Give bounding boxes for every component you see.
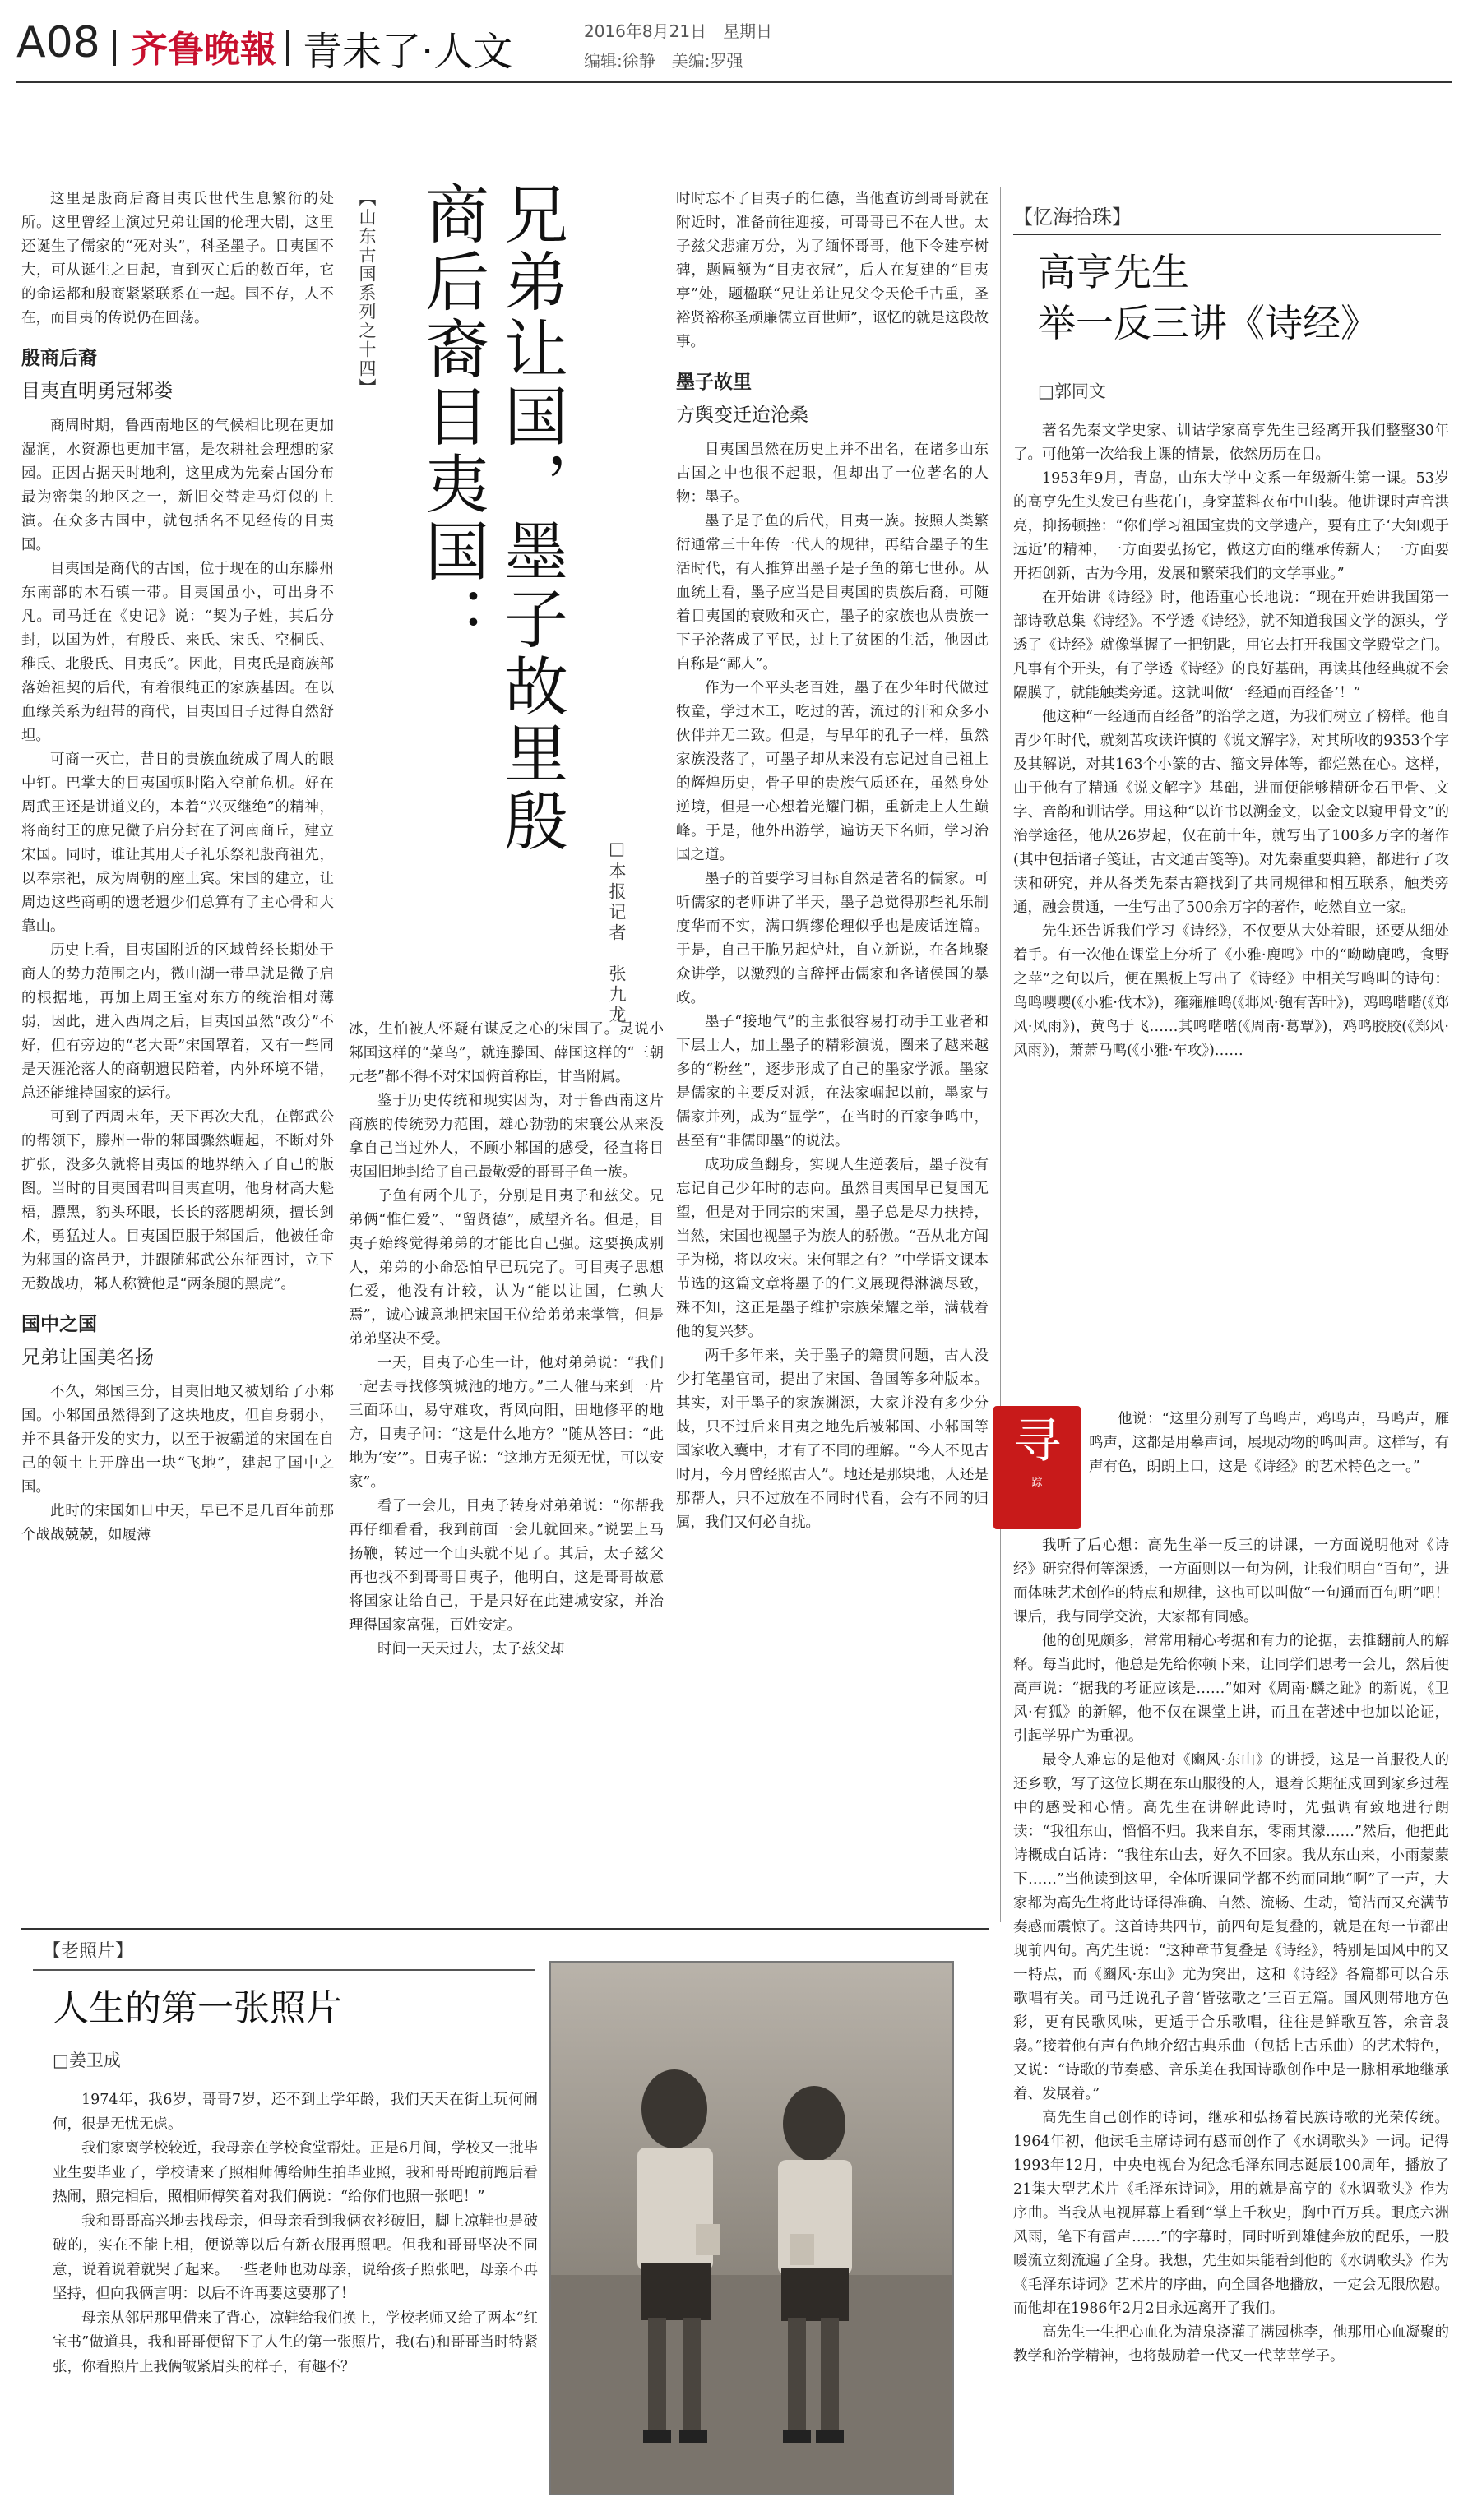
paragraph: 历史上看，目夷国附近的区域曾经长期处于商人的势力范围之内，微山湖一带早就是微子启的根据地，再加上周王室对东方的统治相对薄弱，因此，进入西周之后，目夷国虽然“改分”不好，但有旁边的“老大哥”宋国罩着，又有一些同是天涯沦落人的商朝遗民陪着，内外环境不错，总还能维持国家的运行。	[21, 942, 334, 1102]
paragraph: 鉴于历史传统和现实因为，对于鲁西南这片商族的传统势力范围，雄心勃勃的宋襄公从来没拿自己当过外人，不顾小邾国的感受，径直将目夷国旧地封给了自己最敬爱的哥哥子鱼一族。	[349, 1093, 664, 1181]
byline: □本报记者 张九龙	[607, 839, 627, 1026]
paragraph: 子鱼有两个儿子，分别是目夷子和兹父。兄弟俩“惟仁爱”、“留贤德”，威望齐名。但是，目夷子始终觉得弟弟的才能比自己强。这要换成别人，弟弟的小命恐怕早已玩完了。可目夷子思想仁爱，他没有计较，认为“能以让国，仁孰大焉”，诚心诚意地把宋国王位给弟弟来掌管，但是弟弟坚决不受。	[349, 1188, 664, 1348]
main-headline-block	[350, 164, 662, 1026]
subhead: 国中之国	[21, 1314, 97, 1335]
column-divider	[1000, 187, 1001, 1922]
seal-sub: 踪	[1031, 1477, 1043, 1489]
feature-paragraph: 最令人难忘的是他对《豳风·东山》的讲授，这是一首服役人的还乡歌，写了这位长期在东山服役的人，退着长期征戍回到家乡过程中的感受和心情。高先生在讲解此诗时，先强调有致地进行朗读：“我徂东山，慆慆不归。我来自东，零雨其濛……”然后，他把此诗概成白话诗：“我往东山去，好久不回家。我从东山来，小雨蒙蒙下……”当他读到这里，全体听课同学都不约而同地“啊”了一声，大家都为高先生将此诗译得准确、自然、流畅、生动，简洁而又充满节奏感而震惊了。这首诗共四节，前四句是复叠的，就是在每一节都出现前四句。高先生说：“这种章节复叠是《诗经》，特别是国风中的又一特点，而《豳风·东山》尤为突出，这和《诗经》各篇都可以合乐歌唱有关。司马迁说孔子曾‘皆弦歌之’三百五篇。国风则带地方色彩，更有民歌风味，更适于合乐歌唱，往往是鲜歌互答，余音袅袅。”接着他有声有色地介绍古典乐曲（包括上古乐曲）的艺术特色，又说：“诗歌的节奏感、音乐美在我国诗歌创作中是一脉相承地继承着、发展着。”	[1013, 1752, 1449, 2102]
paper-logo: 齐鲁晚報	[132, 29, 276, 71]
feature-tag: 【忆海拾珠】	[1013, 206, 1132, 229]
paragraph: 目夷国虽然在历史上并不出名，在诸多山东古国之中也很不起眼，但却出了一位著名的人物：墨子。	[676, 442, 989, 506]
feature-title-line: 举一反三讲《诗经》	[1038, 301, 1378, 345]
feature-title	[1038, 247, 1449, 349]
photo-feature-paragraph: 1974年，我6岁，哥哥7岁，还不到上学年龄，我们天天在街上玩何闹何，很是无忧无虑。	[53, 2092, 538, 2133]
feature-paragraph: 先生还告诉我们学习《诗经》，不仅要从大处着眼，还要从细处着手。有一次他在课堂上分析了《小雅·鹿鸣》中的“呦呦鹿鸣，食野之苹”之句以后，便在黑板上写出了《诗经》中相关写鸣叫的诗句：鸟鸣嘤嘤(《小雅·伐木》)，雍雍雁鸣(《邶风·匏有苦叶》)，鸡鸣喈喈(《郑风·风雨》)，黄鸟于飞……其鸣喈喈(《周南·葛覃》)，鸡鸣胶胶(《郑风·风雨》)，萧萧马鸣(《小雅·车攻》)……	[1013, 923, 1449, 1059]
paragraph: 成功成鱼翻身，实现人生逆袭后，墨子没有忘记自己少年时的志向。虽然目夷国早已复国无望，但是对于同宗的宋国，墨子总是尽力扶持，当然，宋国也视墨子为族人的骄傲。“吾从北方闻子为梯，将以攻宋。宋何罪之有？”中学语文课本节选的这篇文章将墨子的仁义展现得淋漓尽致，殊不知，这正是墨子维护宗族荣耀之举，满载着他的复兴梦。	[676, 1157, 989, 1340]
photo-feature-title: 人生的第一张照片	[53, 1987, 342, 2029]
photo-feature-author: □姜卫成	[53, 2051, 121, 2070]
page-number: A08	[16, 18, 100, 67]
subhead: 方舆变迁迨沧桑	[676, 405, 808, 426]
issue-date: 2016年8月21日 星期日	[584, 21, 773, 41]
subhead: 兄弟让国美名扬	[21, 1347, 154, 1368]
paragraph: 墨子“接地气”的主张很容易打动手工业者和下层士人，加上墨子的精彩演说，圈来了越来越多的“粉丝”，逐步形成了自己的墨家学派。墨家是儒家的主要反对派，在法家崛起以前，墨家与儒家并列，成为“显学”，在当时的百家争鸣中，甚至有“非儒即墨”的说法。	[676, 1014, 989, 1149]
photo-feature-paragraph: 我和哥哥高兴地去找母亲，但母亲看到我俩衣衫破旧，脚上凉鞋也是破破的，实在不能上相，便说等以后有新衣服再照吧。但我和哥哥坚决不同意，说着说着就哭了起来。一些老师也劝母亲，说给孩子照张吧，母亲不再坚持，但向我俩言明：以后不许再要这要那了！	[53, 2213, 538, 2302]
paragraph: 冰，生怕被人怀疑有谋反之心的宋国了。灵说小邾国这样的“菜鸟”，就连滕国、薛国这样的“三朝元老”都不得不对宋国俯首称臣，甘当附属。	[349, 1021, 664, 1085]
seal-stamp	[993, 1406, 1081, 1529]
paragraph: 目夷国是商代的古国，位于现在的山东滕州东南部的木石镇一带。目夷国虽小，可出身不凡。司马迁在《史记》说：“契为子姓，其后分封，以国为姓，有殷氏、来氏、宋氏、空桐氏、稚氏、北殷氏、目夷氏”。因此，目夷氏是商族部落始祖契的后代，有着很纯正的家族基因。在以血缘关系为纽带的商代，目夷国日子过得自然舒坦。	[21, 561, 334, 744]
feature-column-wrap	[1089, 1408, 1449, 1531]
subhead: 目夷直明勇冠邾娄	[21, 381, 173, 402]
paragraph: 两千多年来，关于墨子的籍贯问题，古人没少打笔墨官司，提出了宋国、鲁国等多种版本。其实，对于墨子的家族渊源，大家并没有多少分歧，只不过后来目夷之地先后被邾国、小邾国等国家收入囊中，才有了不同的理解。“今人不见古时月，今月曾经照古人”。地还是那块地，人还是那帮人，只不过放在不同时代看，会有不同的归属，我们又何必自扰。	[676, 1348, 989, 1531]
feature-paragraph: 著名先秦文学史家、训诂学家高亨先生已经离开我们整整30年了。可他第一次给我上课的情景，依然历历在目。	[1013, 423, 1449, 463]
photo-feature-tag: 【老照片】	[43, 1941, 134, 1962]
article-column-1	[21, 187, 334, 1906]
paragraph: 墨子的首要学习目标自然是著名的儒家。可听儒家的老师讲了半天，墨子总觉得那些礼乐制度华而不实，满口绸缪伦理似乎也是废话连篇。于是，自己干脆另起炉灶，自立新说，在各地聚众讲学，以激烈的言辞抨击儒家和各诸侯国的暴政。	[676, 871, 989, 1006]
paragraph: 时时忘不了目夷子的仁德，当他查访到哥哥就在附近时，准备前往迎接，可哥哥已不在人世。太子兹父悲痛万分，为了缅怀哥哥，他下令建亭树碑，题匾额为“目夷衣冠”，后人在复建的“目夷亭”处，题楹联“兄让弟让兄父令天伦千古重，圣裕贤裕称圣顽廉儒立百世师”，讴忆的就是这段故事。	[676, 191, 989, 350]
photo-feature-paragraph: 我们家离学校较近，我母亲在学校食堂帮灶。正是6月间，学校又一批毕业生要毕业了，学校请来了照相师傅给师生拍毕业照，我和哥哥跑前跑后看热闹，照完相后，照相师傅笑着对我们俩说：“给你们也照一张吧！”	[53, 2140, 538, 2205]
paragraph: 看了一会儿，目夷子转身对弟弟说：“你帮我再仔细看看，我到前面一会儿就回来。”说罢上马扬鞭，转过一个山头就不见了。其后，太子兹父再也找不到哥哥目夷子，他明白，这是哥哥故意将国家让给自己，于是只好在此建城安家，并治理得国家富强，百姓安定。	[349, 1498, 664, 1634]
headline-line: 兄弟让国，墨子故里	[493, 181, 567, 788]
feature-paragraph: 1953年9月，青岛，山东大学中文系一年级新生第一课。53岁的高亨先生头发已有些花白，身穿蓝料衣布中山装。他讲课时声音洪亮，抑扬顿挫：“你们学习祖国宝贵的文学遗产，要有庄子‘大知观于远近’的精神，一方面要弘扬它，做这方面的继承传薪人；一方面要开拓创新，古为今用，发展和繁荣我们的文学事业。”	[1013, 470, 1449, 582]
feature-paragraph: 在开始讲《诗经》时，他语重心长地说：“现在开始讲我国第一部诗歌总集《诗经》。不学透《诗经》，就不知道我国文学的源头，学透了《诗经》就像掌握了一把钥匙，用它去打开我国文学殿堂之门。凡事有个开头，有了学透《诗经》的良好基础，再读其他经典就不会隔膜了，就能触类旁通。这就叫做‘一经通而百经备’！”	[1013, 590, 1449, 701]
old-photo-image	[551, 1963, 954, 2495]
paragraph: 可到了西周末年，天下再次大乱，在鄫武公的帮领下，滕州一带的邾国骤然崛起，不断对外扩张，没多久就将目夷国的地界纳入了自己的版图。当时的目夷国君叫目夷直明，他身材高大魁梧，膘黑，豹头环眼，长长的落腮胡须，擅长剑术，勇猛过人。目夷国臣服于邾国后，他被任命为邾国的盗邑尹，并跟随邾武公东征西讨，立下无数战功，邾人称赞他是“两条腿的黑虎”。	[21, 1109, 334, 1292]
photo-feature-rule	[33, 1969, 535, 1971]
paragraph: 可商一灭亡，昔日的贵族血统成了周人的眼中钉。巴掌大的目夷国顿时陷入空前危机。好在周武王还是讲道义的，本着“兴灭继绝”的精神，将商纣王的庶兄微子启分封在了河南商丘，建立宋国。同时，谁让其用天子礼乐祭祀殷商祖先，以奉宗祀，成为周朝的座上宾。宋国的建立，让周边这些商朝的遗老遗少们总算有了主心骨和大靠山。	[21, 751, 334, 935]
feature-paragraph: 高先生自己创作的诗词，继承和弘扬着民族诗歌的光荣传统。1964年初，他读毛主席诗词有感而创作了《水调歌头》一词。记得1993年12月，中央电视台为纪念毛泽东同志诞辰100周年，播放了21集大型艺术片《毛泽东诗词》，用的就是高亨的《水调歌头》作为序曲。当我从电视屏幕上看到“掌上千秋史，胸中百万兵。眼底六洲风雨，笔下有雷声……”的字幕时，同时听到雄健奔放的配乐，一股暖流立刻流遍了全身。我想，先生如果能看到他的《水调歌头》作为《毛泽东诗词》艺术片的序曲，向全国各地播放，一定会无限欣慰。而他却在1986年2月2日永远离开了我们。	[1013, 2110, 1449, 2317]
series-label: 【山东古国系列之十四】	[357, 189, 377, 397]
feature-paragraph: 我听了后心想：高先生举一反三的讲课，一方面说明他对《诗经》研究得何等深透，一方面则以一句为例，让我们明白“百句”，进而体味艺术创作的特点和规律，这也可以叫做“一句通而百句明”吧！课后，我与同学交流，大家都有同感。	[1013, 1537, 1449, 1625]
header-divider	[113, 30, 116, 66]
section-title: 青未了·人文	[303, 29, 513, 75]
article-column-3	[676, 187, 989, 1906]
feature-paragraph: 他说：“这里分别写了鸟鸣声，鸡鸣声，马鸣声，雁鸣声，这都是用摹声词，展现动物的鸣叫声。这样写，有声有色，朗朗上口，这是《诗经》的艺术特色之一。”	[1089, 1411, 1449, 1475]
photo-feature-paragraph: 母亲从邻居那里借来了背心，凉鞋给我们换上，学校老师又给了两本“红宝书”做道具，我和哥哥便留下了人生的第一张照片，我(右)和哥哥当时特紧张，你看照片上我俩皱紧眉头的样子，有趣不？	[53, 2310, 538, 2375]
paragraph: 墨子是子鱼的后代，目夷一族。按照人类繁衍通常三十年传一代人的规律，再结合墨子的生活时代，有人推算出墨子是子鱼的第七世孙。从血统上看，墨子应当是目夷国的贵族后裔，可随着目夷国的衰败和灭亡，墨子的家族也从贵族一下子沦落成了平民，过上了贫困的生活，他因此自称是“鄙人”。	[676, 513, 989, 673]
bottom-rule	[21, 1928, 989, 1930]
paragraph: 时间一天天过去，太子兹父却	[377, 1641, 565, 1658]
header-rule	[16, 81, 1452, 83]
headline	[389, 181, 570, 921]
paragraph: 作为一个平头老百姓，墨子在少年时代做过牧童，学过木工，吃过的苦，流过的汗和众多小伙伴并无二致。但是，与早年的孔子一样，虽然家族没落了，可墨子却从来没有忘记过自己祖上的辉煌历史，骨子里的贵族气质还在，虽然身处逆境，但是一心想着光耀门楣，重新走上人生巅峰。于是，他外出游学，遍访天下名师，学习治国之道。	[676, 680, 989, 863]
paragraph: 此时的宋国如日中天，早已不是几百年前那个战战兢兢，如履薄	[21, 1503, 334, 1543]
paragraph: 不久，邾国三分，目夷旧地又被划给了小邾国。小邾国虽然得到了这块地皮，但自身弱小，并不具备开发的实力，以至于被霸道的宋国在自己的领土上开辟出一块“飞地”，建起了国中之国。	[21, 1384, 334, 1496]
old-photo	[549, 1961, 954, 2495]
seal-char: 寻	[1012, 1413, 1061, 1468]
paragraph: 商周时期，鲁西南地区的气候相比现在更加湿润，水资源也更加丰富，是农耕社会理想的家园。正因占据天时地利，这里成为先秦古国分布最为密集的地区之一，新旧交替走马灯似的上演。在众多古国中，就包括名不见经传的目夷国。	[21, 418, 334, 553]
page-header	[16, 12, 1452, 76]
intro-paragraph: 这里是殷商后裔目夷氏世代生息繁衍的处所。这里曾经上演过兄弟让国的伦理大剧，这里还诞生了儒家的“死对头”，科圣墨子。目夷国不大，可从诞生之日起，直到灭亡后的数百年，它的命运都和殷商紧紧联系在一起。国不存，人不在，而目夷的传说仍在回荡。	[21, 191, 334, 326]
headline-line: 殷商后裔目夷国：	[414, 181, 567, 855]
feature-column-top	[1013, 419, 1449, 1402]
subhead: 殷商后裔	[21, 348, 97, 369]
feature-paragraph: 他的创见颇多，常常用精心考据和有力的论据，去推翻前人的解释。每当此时，他总是先给你顿下来，让同学们思考一会儿，然后便高声说：“据我的考证应该是……”如对《周南·麟之趾》的新说，《卫风·有狐》的新解，他不仅在课堂上讲，而且在著述中也加以论证，引起学界广为重视。	[1013, 1633, 1449, 1745]
feature-column-bottom	[1013, 1534, 1449, 2508]
photo-feature-text	[53, 2088, 538, 2499]
feature-paragraph: 高先生一生把心血化为清泉浇灌了满园桃李，他那用心血凝聚的教学和治学精神，也将鼓励着一代又一代莘莘学子。	[1013, 2324, 1449, 2365]
article-column-2	[349, 1018, 664, 1906]
subhead: 墨子故里	[676, 372, 752, 393]
feature-title-line: 高亨先生	[1038, 250, 1189, 294]
feature-author: □郭同文	[1038, 381, 1106, 401]
header-divider	[286, 30, 289, 66]
editors-credit: 编辑:徐静 美编:罗强	[584, 51, 743, 71]
feature-paragraph: 他这种“一经通而百经备”的治学之道，为我们树立了榜样。他自青少年时代，就刻苦攻读许慎的《说文解字》，对其所收的9353个字及其解说，对其163个小篆的古、籀文异体等，都烂熟在心。这样，由于他有了精通《说文解字》基础，进而便能够精研金石甲骨、文字、音韵和训诂学。用这种“以许书以溯金文，以金文以窥甲骨文”的治学途径，他从26岁起，仅在前十年，就写出了100多万字的著作(其中包括诸子笺证，古文通古笺等)。对先秦重要典籍，都进行了攻读和研究，并从各类先秦古籍找到了共同规律和相互联系，触类旁通，融会贯通，一生写出了500余万字的著作，屹然自立一家。	[1013, 709, 1449, 916]
feature-rule	[1013, 234, 1441, 235]
paragraph: 一天，目夷子心生一计，他对弟弟说：“我们一起去寻找修筑城池的地方。”二人催马来到一片三面环山，易守难攻，背风向阳，田地修平的地方，目夷子问：“这是什么地方？”随从答曰：“此地为‘安’”。目夷子说：“这地方无须无忧，可以安家”。	[349, 1355, 664, 1491]
